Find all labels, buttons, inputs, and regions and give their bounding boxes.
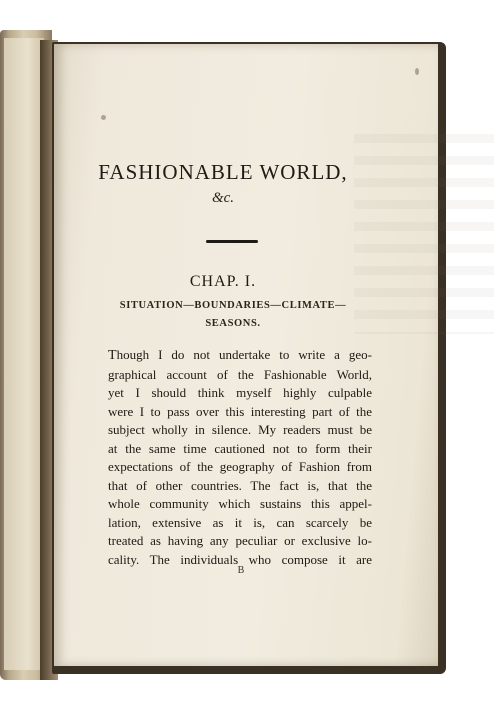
body-line: were I to pass over this interesting part of the bbox=[108, 403, 372, 419]
body-line: treated as having any peculiar or exclusive lo- bbox=[108, 533, 372, 548]
foxing-spot bbox=[101, 115, 106, 120]
body-line: whole community which sustains this appel- bbox=[108, 496, 372, 511]
body-line: at the same time cautioned not to form their bbox=[108, 440, 372, 456]
chapter-summary-line-2: SEASONS. bbox=[205, 318, 261, 329]
body-text bbox=[108, 346, 372, 569]
body-line: Though I do not undertake to write a geo- bbox=[108, 347, 372, 363]
body-line: cality. The individuals who compose it are bbox=[108, 551, 372, 567]
ornamental-rule bbox=[206, 240, 258, 243]
foxing-spot bbox=[415, 68, 419, 75]
title-etc: &c. bbox=[211, 190, 235, 206]
body-line: yet I should think myself highly culpable bbox=[108, 385, 372, 400]
left-page-edge bbox=[4, 38, 44, 670]
body-line: graphical account of the Fashionable World, bbox=[108, 366, 372, 382]
body-line: that of other countries. The fact is, that the bbox=[108, 477, 372, 493]
chapter-summary-line-1: SITUATION—BOUNDARIES—CLIMATE— bbox=[119, 300, 347, 311]
body-line: lation, extensive as it is, can scarcely be bbox=[108, 514, 372, 530]
body-line: subject wholly in silence. My readers must be bbox=[108, 422, 372, 437]
page-title: FASHIONABLE WORLD, bbox=[98, 160, 348, 184]
body-line: expectations of the geography of Fashion from bbox=[108, 459, 372, 474]
signature-mark: B bbox=[237, 565, 245, 576]
chapter-heading: CHAP. I. bbox=[189, 273, 257, 290]
